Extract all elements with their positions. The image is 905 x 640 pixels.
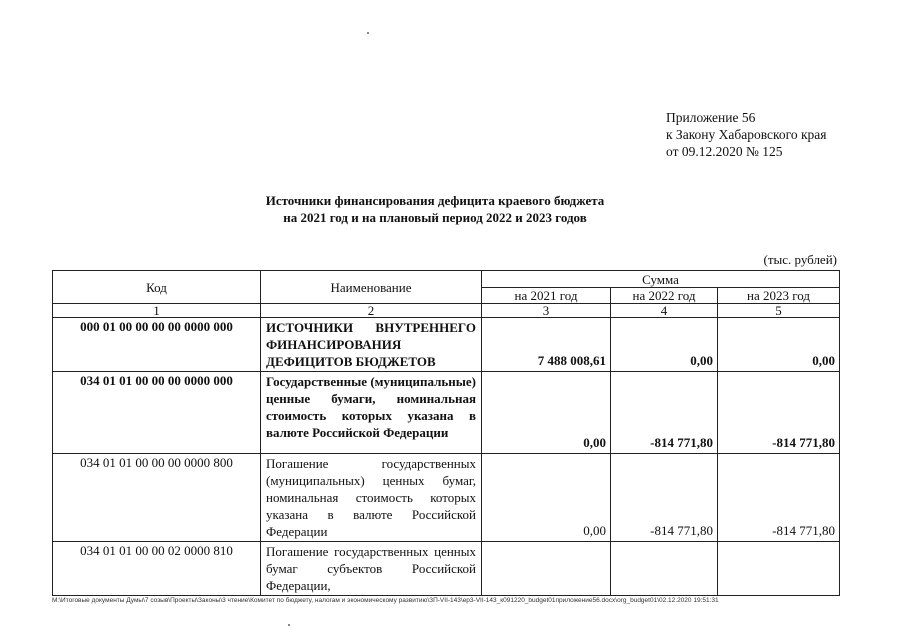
- row-code: 000 01 00 00 00 00 0000 000: [53, 318, 261, 372]
- row-value-2022: 0,00: [611, 318, 718, 372]
- column-number: 4: [611, 304, 718, 318]
- budget-table: [52, 270, 840, 596]
- appendix-line-1: Приложение 56: [666, 110, 756, 125]
- units-label: (тыс. рублей): [763, 252, 837, 267]
- header-2022: на 2022 год: [611, 288, 718, 304]
- row-value-2023: -814 771,80: [718, 372, 840, 454]
- file-path-footer: M:\Итоговые документы Думы\7 созыв\Проекты\Законы\3 чтение\Комитет по бюджету, налогам и экономическому развитию\ЗП-VII-143\ер3-VII-143_к091220_budget01приложение56.docx\org_budget01\02.12.2020 19:51:31: [52, 597, 719, 604]
- appendix-line-2: к Закону Хабаровского края: [666, 127, 827, 142]
- row-value-2022: -814 771,80: [611, 372, 718, 454]
- title-line-1: Источники финансирования дефицита краевого бюджета: [265, 193, 605, 208]
- row-value-2021: 0,00: [482, 454, 611, 542]
- row-name: Погашение государственных (муниципальных) ценных бумаг, номинальная стоимость которых указана в валюте Российской Федерации: [261, 454, 482, 542]
- column-number: 1: [53, 304, 261, 318]
- header-2021: на 2021 год: [482, 288, 611, 304]
- column-number: 5: [718, 304, 840, 318]
- row-name: Государственные (муниципальные) ценные бумаги, номинальная стоимость которых указана в валюте Российской Федерации: [261, 372, 482, 454]
- table-row: [53, 318, 840, 372]
- header-row: [53, 271, 840, 288]
- row-name: Погашение государственных ценных бумаг субъектов Российской Федерации,: [261, 542, 482, 596]
- row-code: 034 01 01 00 00 00 0000 000: [53, 372, 261, 454]
- row-value-2022: -814 771,80: [611, 454, 718, 542]
- header-code: Код: [53, 271, 261, 304]
- header-sum: Сумма: [482, 271, 840, 288]
- row-value-2021: [482, 542, 611, 596]
- row-value-2021: 7 488 008,61: [482, 318, 611, 372]
- scan-dot: [367, 32, 369, 34]
- row-code: 034 01 01 00 00 02 0000 810: [53, 542, 261, 596]
- row-value-2022: [611, 542, 718, 596]
- row-value-2023: [718, 542, 840, 596]
- column-number: 3: [482, 304, 611, 318]
- column-number-row: [53, 304, 840, 318]
- table-row: [53, 372, 840, 454]
- header-name: Наименование: [261, 271, 482, 304]
- row-name: ИСТОЧНИКИ ВНУТРЕННЕГО ФИНАНСИРОВАНИЯ ДЕФИЦИТОВ БЮДЖЕТОВ: [261, 318, 482, 372]
- appendix-line-3: от 09.12.2020 № 125: [666, 144, 783, 159]
- column-number: 2: [261, 304, 482, 318]
- title-line-2: на 2021 год и на плановый период 2022 и 2023 годов: [283, 210, 587, 225]
- table-row: [53, 542, 840, 596]
- scan-dot: [288, 624, 290, 626]
- row-value-2023: 0,00: [718, 318, 840, 372]
- row-code: 034 01 01 00 00 00 0000 800: [53, 454, 261, 542]
- row-value-2023: -814 771,80: [718, 454, 840, 542]
- row-value-2021: 0,00: [482, 372, 611, 454]
- appendix-reference: [666, 109, 827, 160]
- document-title: [230, 192, 640, 226]
- table-row: [53, 454, 840, 542]
- header-2023: на 2023 год: [718, 288, 840, 304]
